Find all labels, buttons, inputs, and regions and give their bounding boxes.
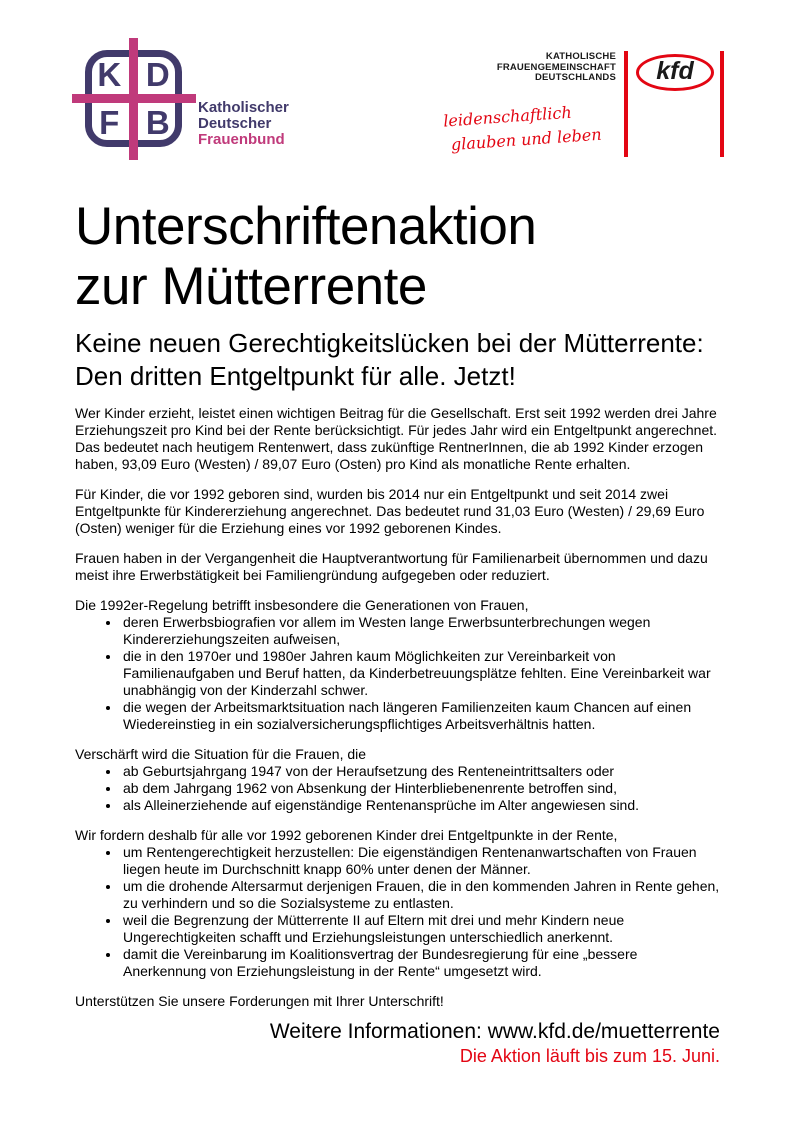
section-forderungen [75,827,720,980]
kfd-acronym: kfd [656,57,694,85]
page-subtitle [75,327,720,393]
closing-line: Unterstützen Sie unsere Forderungen mit Ihrer Unterschrift! [75,993,444,1009]
kfd-slogan [443,98,606,157]
page-title [75,197,720,317]
kfd-org-line: DEUTSCHLANDS [534,72,616,83]
bullet-item: • weil die Begrenzung der Mütterrente II auf Eltern mit drei und mehr Kindern neue Ungerechtigkeiten schafft und Erziehungsleistungen unterschiedlich anerkennt. [121,912,720,946]
kfd-ellipse [636,54,714,91]
bullet-item: • um Rentengerechtigkeit herzustellen: Die eigenständigen Rentenanwartschaften von Frauen liegen heute im Durchschnitt knapp 60% unter denen der Männer. [121,844,720,878]
bullet-item: • deren Erwerbsbiografien vor allem im Westen lange Erwerbsunterbrechungen wegen Kindererziehungszeiten aufweisen, [121,614,720,648]
kfd-org-line: FRAUENGEMEINSCHAFT [496,61,616,73]
bullet-item: • die wegen der Arbeitsmarktsituation nach längeren Familienzeiten kaum Chancen auf einen Wiedereinstieg in ein sozialversicherungspflichtiges Arbeitsverhältnis hatten. [121,699,720,733]
kfd-logo [442,46,724,166]
kfd-divider-bar-left [624,51,628,157]
kdfb-org-line: Frauenbund [198,131,285,148]
kdfb-letter-b: B [145,104,170,142]
kfd-divider-bar-right [720,51,724,157]
kfd-org-line: KATHOLISCHE [545,51,616,62]
footer-deadline: Die Aktion läuft bis zum 15. Juni. [459,1046,720,1066]
kdfb-letters [85,50,182,147]
kfd-slogan-line: glauben und leben [450,124,603,155]
body-paragraph: Frauen haben in der Vergangenheit die Hauptverantwortung für Familienarbeit übernommen und dazu meist ihre Erwerbstätigkeit bei Familiengründung aufgegeben oder reduziert. [75,550,708,583]
page-subtitle-line: Den dritten Entgeltpunkt für alle. Jetzt! [75,361,516,391]
body-text [75,405,720,1010]
body-paragraph: Wer Kinder erzieht, leistet einen wichtigen Beitrag für die Gesellschaft. Erst seit 1992 werden drei Jahre Erziehungszeit pro Kind bei der Rente berücksichtigt. Für jedes Jahr wird ein Entgeltpunkt angerechnet. Das bedeutet nach heutigem Rentenwert, dass zukünftige RentnerInnen, die ab 1992 Kinder erzogen haben, 93,09 Euro (Westen) / 89,07 Euro (Osten) pro Kind als monatliche Rente erhalten. [75,405,718,472]
section-intro: Die 1992er-Regelung betrifft insbesondere die Generationen von Frauen, [75,597,529,613]
bullet-item: • um die drohende Altersarmut derjenigen Frauen, die in den kommenden Jahren in Rente gehen, zu verhindern und so die Sozialsysteme zu entlasten. [121,878,720,912]
page-subtitle-line: Keine neuen Gerechtigkeitslücken bei der Mütterrente: [75,328,704,358]
kdfb-org-name [198,100,289,148]
kfd-org-name [471,52,616,84]
bullet-list [75,844,720,980]
section-intro: Wir fordern deshalb für alle vor 1992 geborenen Kinder drei Entgeltpunkte in der Rente, [75,827,618,843]
bullet-item: • ab dem Jahrgang 1962 von Absenkung der Hinterbliebenenrente betroffen sind, [121,780,720,797]
footer [0,1019,793,1068]
kdfb-letter-f: F [99,104,120,142]
page-title-line: Unterschriftenaktion [75,197,537,256]
kdfb-letter-k: K [97,55,122,93]
section-intro: Verschärft wird die Situation für die Frauen, die [75,746,367,762]
body-paragraph: Für Kinder, die vor 1992 geboren sind, wurden bis 2014 nur ein Entgeltpunkt und seit 2014 zwei Entgeltpunkte für Kindererziehung angerechnet. Das bedeutet rund 31,03 Euro (Westen) / 29,69 Euro (Osten) weniger für die Erziehung eines vor 1992 geborenen Kindes. [75,486,705,536]
kdfb-logo [80,44,340,164]
page-title-line: zur Mütterrente [75,257,427,316]
bullet-item: • die in den 1970er und 1980er Jahren kaum Möglichkeiten zur Vereinbarkeit von Familienaufgaben und Beruf hatten, da Kinderbetreuungsplätze fehlten. Eine Vereinbarkeit war unabhängig von der Kinderzahl schwer. [121,648,720,699]
bullet-item: • ab Geburtsjahrgang 1947 von der Heraufsetzung des Renteneintrittsalters oder [121,763,720,780]
kdfb-org-line: Deutscher [198,115,272,132]
section-1992er-regelung [75,597,720,733]
kdfb-org-line: Katholischer [198,99,289,116]
kdfb-letter-d: D [145,55,170,93]
bullet-list [75,614,720,733]
bullet-item: • damit die Vereinbarung im Koalitionsvertrag der Bundesregierung für eine „bessere Anerkennung von Erziehungsleistung in der Rente“ umgesetzt wird. [121,946,720,980]
main-content [0,197,793,1010]
bullet-item: • als Alleinerziehende auf eigenständige Rentenansprüche im Alter angewiesen sind. [121,797,720,814]
footer-info-url: Weitere Informationen: www.kfd.de/muetterrente [269,1020,720,1043]
kfd-slogan-line: leidenschaftlich [442,102,573,131]
bullet-list [75,763,720,814]
section-verschaerft [75,746,720,814]
header [0,0,793,165]
